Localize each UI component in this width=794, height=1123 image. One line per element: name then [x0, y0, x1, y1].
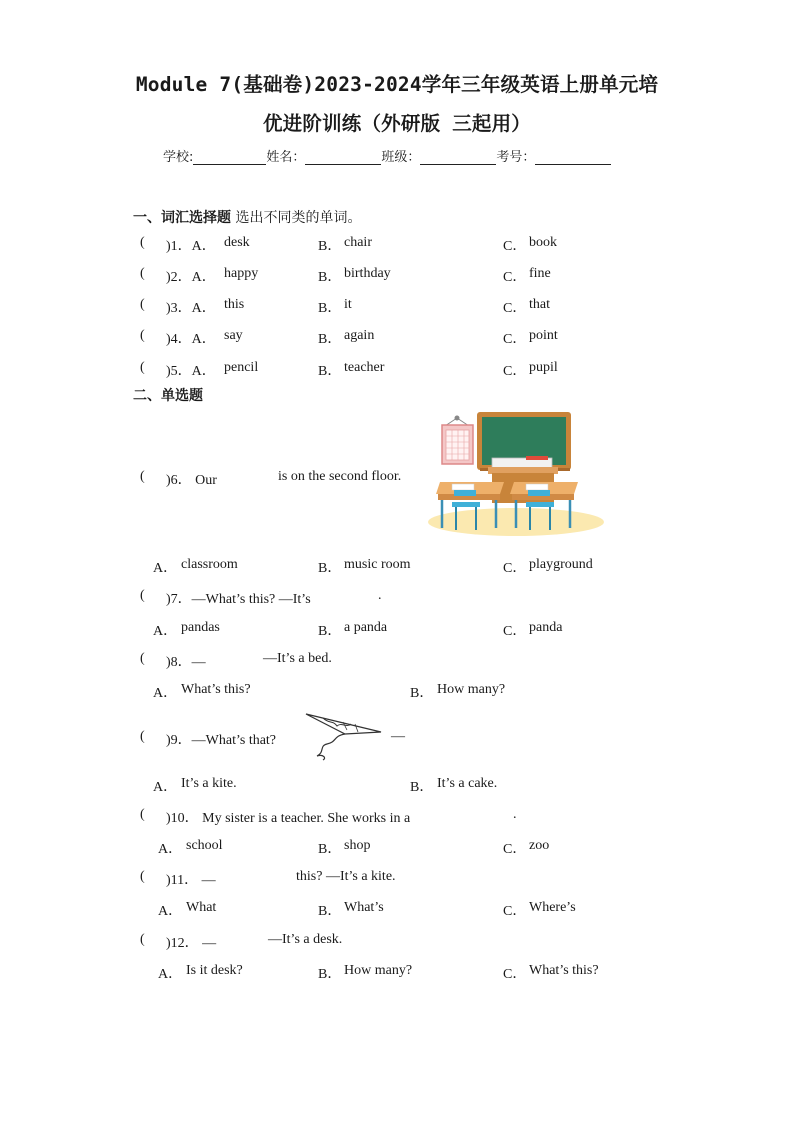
option-c: that — [529, 297, 550, 312]
question-number: )3．A． — [166, 301, 216, 316]
option-b-label: B． — [318, 842, 342, 857]
question-7-stem: )7．—What’s this? —It’s — [166, 592, 311, 607]
option-a-label: A． — [153, 561, 178, 576]
option-c-label: C． — [503, 561, 527, 576]
option-a[interactable]: pandas — [181, 620, 220, 635]
vocab-question-3 — [0, 297, 794, 317]
option-c: fine — [529, 266, 551, 281]
section-1-title: 一、词汇选择题 — [133, 210, 231, 226]
option-a-label: A． — [158, 904, 183, 919]
option-c[interactable]: What’s this? — [529, 963, 599, 978]
question-10-stem: )10． My sister is a teacher. She works in a — [166, 811, 411, 826]
question-number: )5．A． — [166, 364, 216, 379]
option-a: happy — [224, 266, 259, 281]
option-b[interactable]: How many? — [437, 682, 506, 697]
answer-paren[interactable]: ( — [140, 729, 145, 744]
school-label: 学校: — [163, 150, 194, 165]
question-11 — [0, 869, 794, 889]
option-a-label: A． — [153, 780, 178, 795]
question-6-stem-start: )6． Our — [166, 473, 217, 488]
vocab-question-5 — [0, 360, 794, 380]
question-number: )2．A． — [166, 270, 216, 285]
option-b: teacher — [344, 360, 385, 375]
option-b-label: B． — [318, 561, 342, 576]
section-2-heading — [133, 385, 203, 405]
question-9-stem: )9．—What’s that? — [166, 733, 277, 748]
option-c-label: C． — [503, 904, 527, 919]
option-c: book — [529, 235, 557, 250]
section-2-title: 二、单选题 — [133, 388, 203, 404]
option-c-label: C． — [503, 239, 527, 254]
name-blank[interactable] — [305, 150, 381, 165]
question-7-options — [0, 620, 794, 640]
option-b[interactable]: It’s a cake. — [437, 776, 498, 791]
option-a[interactable]: What’s this? — [181, 682, 251, 697]
option-b-label: B． — [318, 301, 342, 316]
option-b-label: B． — [318, 624, 342, 639]
answer-paren[interactable]: ( — [140, 932, 145, 947]
question-8-options — [0, 682, 794, 702]
option-c-label: C． — [503, 301, 527, 316]
section-1-instruction: 选出不同类的单词。 — [231, 210, 362, 226]
question-number: )4．A． — [166, 332, 216, 347]
option-b-label: B． — [410, 686, 434, 701]
answer-dash: — — [391, 729, 405, 744]
vocab-question-4 — [0, 328, 794, 348]
option-c-label: C． — [503, 624, 527, 639]
answer-paren[interactable]: ( — [140, 869, 145, 884]
question-11-stem-start: )11． — — [166, 873, 216, 888]
question-11-options — [0, 900, 794, 920]
option-c-label: C． — [503, 270, 527, 285]
option-b[interactable]: How many? — [344, 963, 413, 978]
question-12-options — [0, 963, 794, 983]
student-info-line — [163, 146, 611, 165]
question-11-stem-end: this? —It’s a kite. — [296, 869, 396, 884]
option-a[interactable]: Is it desk? — [186, 963, 243, 978]
answer-paren[interactable]: ( — [140, 469, 145, 484]
option-c: point — [529, 328, 558, 343]
option-a[interactable]: school — [186, 838, 223, 853]
kite-icon — [303, 710, 383, 762]
question-8 — [0, 651, 794, 671]
name-label: 姓名： — [266, 150, 306, 165]
number-blank[interactable] — [535, 150, 611, 165]
option-a: desk — [224, 235, 250, 250]
option-a: this — [224, 297, 245, 312]
option-b: birthday — [344, 266, 391, 281]
option-b-label: B． — [318, 239, 342, 254]
option-a: pencil — [224, 360, 259, 375]
option-b-label: B． — [318, 364, 342, 379]
section-1-heading — [133, 207, 361, 227]
number-label: 考号： — [496, 150, 536, 165]
question-12-stem-end: —It’s a desk. — [268, 932, 343, 947]
question-9 — [0, 729, 794, 749]
answer-paren[interactable]: ( — [140, 360, 145, 375]
class-label: 班级： — [381, 150, 421, 165]
option-c[interactable]: zoo — [529, 838, 550, 853]
question-10-end: . — [513, 807, 517, 822]
option-b-label: B． — [410, 780, 434, 795]
option-c-label: C． — [503, 842, 527, 857]
answer-paren[interactable]: ( — [140, 297, 145, 312]
option-c[interactable]: Where’s — [529, 900, 576, 915]
option-a-label: A． — [158, 967, 183, 982]
question-8-stem-start: )8．— — [166, 655, 206, 670]
class-blank[interactable] — [420, 150, 496, 165]
option-a-label: A． — [153, 624, 178, 639]
option-b[interactable]: shop — [344, 838, 371, 853]
answer-paren[interactable]: ( — [140, 328, 145, 343]
answer-paren[interactable]: ( — [140, 588, 145, 603]
option-c[interactable]: panda — [529, 620, 563, 635]
question-6-stem-end: is on the second floor. — [278, 469, 402, 484]
question-number: )1．A． — [166, 239, 216, 254]
question-12-stem-start: )12． — — [166, 936, 217, 951]
question-6-options — [0, 557, 794, 577]
option-b: again — [344, 328, 375, 343]
question-6 — [0, 469, 794, 489]
option-b[interactable]: music room — [344, 557, 411, 572]
option-b[interactable]: a panda — [344, 620, 388, 635]
worksheet-title-line-2: 优进阶训练（外研版 三起用） — [262, 112, 532, 135]
option-a: say — [224, 328, 243, 343]
question-9-options — [0, 776, 794, 796]
school-blank[interactable] — [193, 150, 266, 165]
option-b-label: B． — [318, 332, 342, 347]
answer-paren[interactable]: ( — [140, 235, 145, 250]
option-c[interactable]: playground — [529, 557, 593, 572]
option-a[interactable]: classroom — [181, 557, 238, 572]
option-c: pupil — [529, 360, 558, 375]
answer-paren[interactable]: ( — [140, 651, 145, 666]
option-b-label: B． — [318, 270, 342, 285]
question-12 — [0, 932, 794, 952]
option-c-label: C． — [503, 332, 527, 347]
answer-paren[interactable]: ( — [140, 807, 145, 822]
question-8-stem-end: —It’s a bed. — [263, 651, 332, 666]
option-a[interactable]: It’s a kite. — [181, 776, 237, 791]
vocab-question-1 — [0, 235, 794, 255]
question-7-end: . — [378, 588, 382, 603]
option-a-label: A． — [153, 686, 178, 701]
option-c-label: C． — [503, 967, 527, 982]
option-c-label: C． — [503, 364, 527, 379]
question-10 — [0, 807, 794, 827]
answer-paren[interactable]: ( — [140, 266, 145, 281]
option-b-label: B． — [318, 904, 342, 919]
option-b: it — [344, 297, 352, 312]
option-b-label: B． — [318, 967, 342, 982]
option-a[interactable]: What — [186, 900, 217, 915]
vocab-question-2 — [0, 266, 794, 286]
option-b[interactable]: What’s — [344, 900, 384, 915]
question-7 — [0, 588, 794, 608]
worksheet-title-line-1: Module 7(基础卷)2023-2024学年三年级英语上册单元培 — [135, 73, 659, 96]
option-a-label: A． — [158, 842, 183, 857]
option-b: chair — [344, 235, 372, 250]
question-10-options — [0, 838, 794, 858]
